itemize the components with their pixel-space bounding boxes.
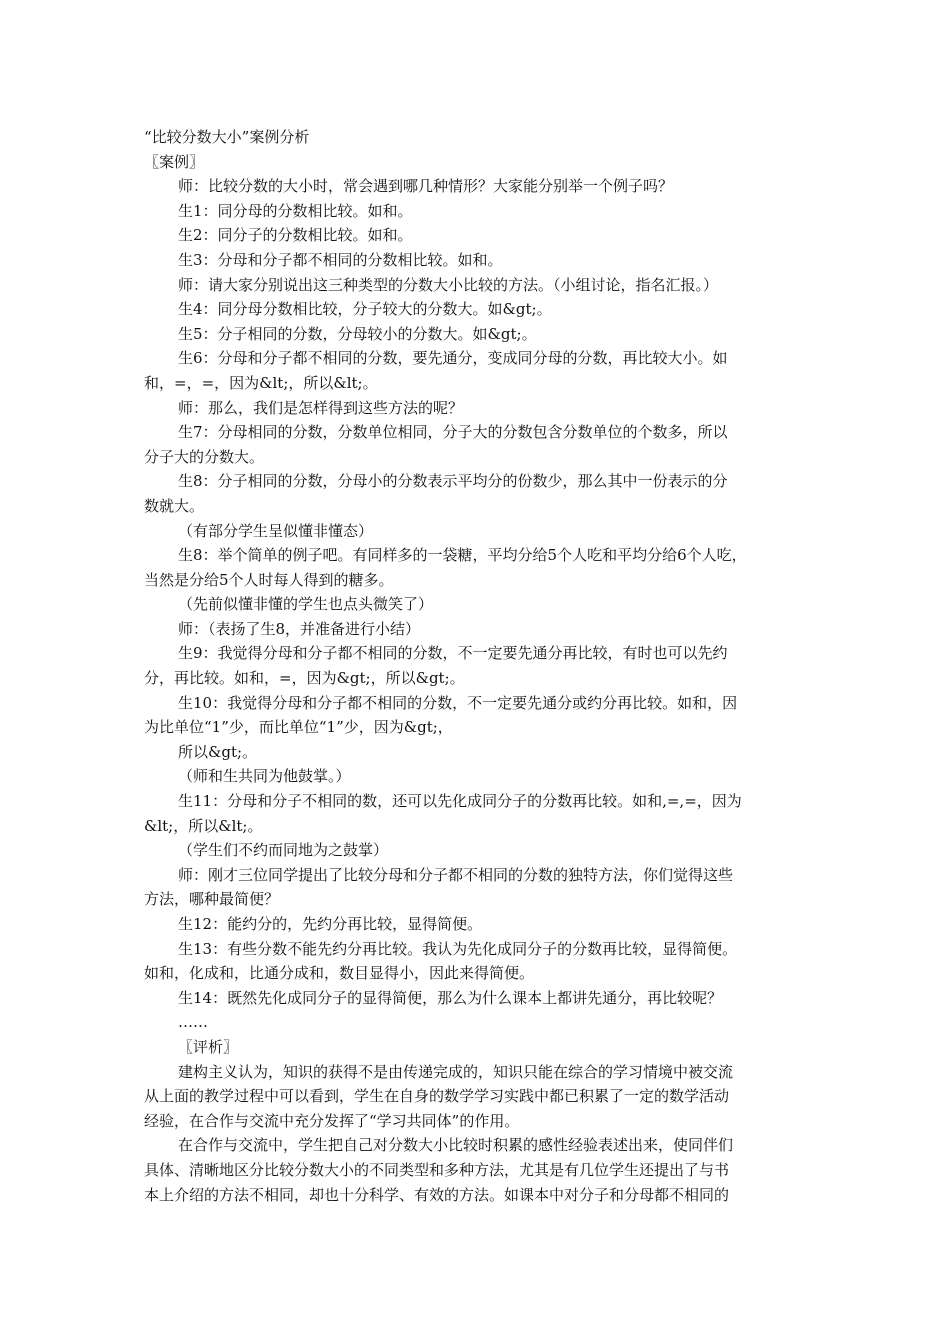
text-line: （学生们不约而同地为之鼓掌） [178,841,389,860]
text-line: 生6：分母和分子都不相同的分数，要先通分，变成同分母的分数，再比较大小。如 [178,349,728,368]
text-line: 建构主义认为，知识的获得不是由传递完成的，知识只能在综合的学习情境中被交流 [178,1062,734,1081]
text-line: …… [178,1013,208,1032]
text-line: 为比单位“1”少，而比单位“1”少，因为&gt;， [144,718,453,737]
text-line: 生11：分母和分子不相同的数，还可以先化成同分子的分数再比较。如和,=,=，因为 [178,792,742,811]
text-line: 生5：分子相同的分数，分母较小的分数大。如&gt;。 [178,324,537,343]
text-line: 生1：同分母的分数相比较。如和。 [178,201,413,220]
text-line: 生9：我觉得分母和分子都不相同的分数，不一定要先通分再比较，有时也可以先约 [178,644,728,663]
text-line: 师：请大家分别说出这三种类型的分数大小比较的方法。（小组讨论，指名汇报。） [178,275,719,294]
text-line: 师：那么，我们是怎样得到这些方法的呢？ [178,398,464,417]
text-line: （先前似懂非懂的学生也点头微笑了） [178,595,434,614]
text-line: 〖案例〗 [144,152,205,171]
text-line: 本上介绍的方法不相同，却也十分科学、有效的方法。如课本中对分子和分母都不相同的 [144,1185,730,1204]
text-line: 经验，在合作与交流中充分发挥了“学习共同体”的作用。 [144,1111,520,1130]
text-line: 数就大。 [144,496,205,515]
text-line: 生7：分母相同的分数，分数单位相同，分子大的分数包含分数单位的个数多，所以 [178,423,728,442]
text-line: 生3：分母和分子都不相同的分数相比较。如和。 [178,250,503,269]
document-page [144,125,812,1207]
text-line: （师和生共同为他鼓掌。） [178,767,351,786]
text-line: 分子大的分数大。 [144,447,265,466]
text-line: 生2：同分子的分数相比较。如和。 [178,226,413,245]
text-line: 生14：既然先化成同分子的显得简便，那么为什么课本上都讲先通分，再比较呢？ [178,988,723,1007]
text-line: 在合作与交流中，学生把自己对分数大小比较时积累的感性经验表述出来，使同伴们 [178,1136,734,1155]
text-line: 生13：有些分数不能先约分再比较。我认为先化成同分子的分数再比较，显得简便。 [178,939,738,958]
text-line: 方法，哪种最简便？ [144,890,280,909]
text-line: 生10：我觉得分母和分子都不相同的分数，不一定要先通分或约分再比较。如和，因 [178,693,738,712]
text-line: 师：比较分数的大小时，常会遇到哪几种情形？大家能分别举一个例子吗？ [178,177,674,196]
text-line: 所以&gt;。 [178,742,258,761]
text-line: 生4：同分母分数相比较，分子较大的分数大。如&gt;。 [178,300,552,319]
text-line: “比较分数大小”案例分析 [144,128,310,146]
text-line: 生8：分子相同的分数，分母小的分数表示平均分的份数少，那么其中一份表示的分 [178,472,728,491]
text-line: 如和，化成和，比通分成和，数目显得小，因此来得简便。 [144,964,535,983]
text-line: 生12：能约分的，先约分再比较，显得简便。 [178,915,483,933]
text-line: 〖评析〗 [178,1037,239,1056]
text-line: 分，再比较。如和，=，因为&gt;，所以&gt;。 [144,669,465,688]
text-line: 和，=，=，因为&lt;，所以&lt;。 [144,373,378,392]
text-line: 具体、清晰地区分比较分数大小的不同类型和多种方法，尤其是有几位学生还提出了与书 [144,1160,730,1179]
text-line: 当然是分给5个人时每人得到的糖多。 [144,570,394,589]
text-line: 师：刚才三位同学提出了比较分母和分子都不相同的分数的独特方法，你们觉得这些 [178,865,734,884]
text-line: 生8：举个简单的例子吧。有同样多的一袋糖，平均分给5个人吃和平均分给6个人吃， [178,546,747,565]
text-line: 师：（表扬了生8，并准备进行小结） [178,619,421,638]
text-line: 从上面的教学过程中可以看到，学生在自身的数学学习实践中都已积累了一定的数学活动 [144,1087,730,1106]
text-line: （有部分学生呈似懂非懂态） [178,521,374,540]
text-line: &lt;，所以&lt;。 [144,816,263,835]
